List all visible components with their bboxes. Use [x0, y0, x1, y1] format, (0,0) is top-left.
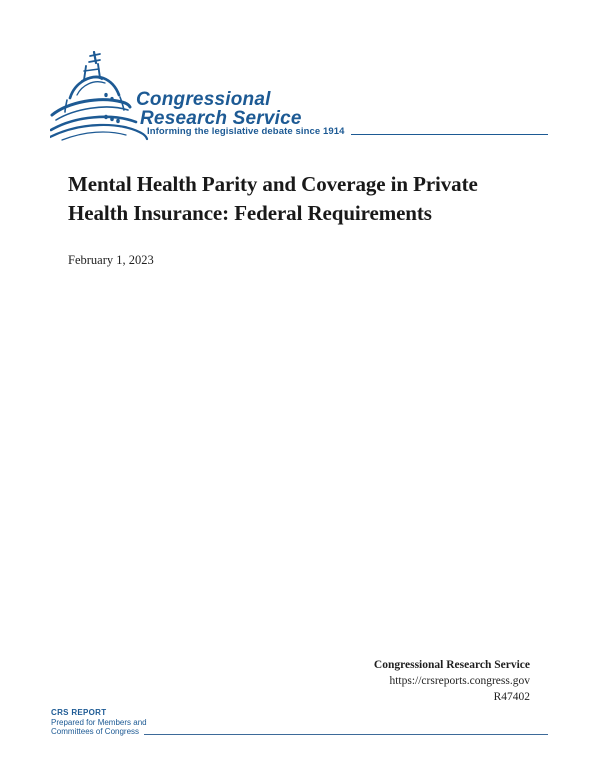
tagline-rule [351, 134, 548, 135]
footer-report-id: R47402 [493, 691, 530, 703]
report-title-line1: Mental Health Parity and Coverage in Private [68, 172, 478, 196]
logo-name-line2: Research Service [140, 108, 302, 129]
capitol-dome-icon [50, 51, 150, 143]
publication-date: February 1, 2023 [68, 253, 154, 267]
crs-report-label: CRS REPORT [51, 708, 107, 717]
logo-name-line1: Congressional [136, 89, 271, 110]
logo-tagline-row [147, 126, 548, 137]
prepared-for-line: Prepared for Members and [51, 717, 147, 727]
logo-wordmark [136, 90, 302, 128]
committees-line: Committees of Congress [51, 727, 140, 736]
report-title-line2: Health Insurance: Federal Requirements [68, 201, 432, 225]
report-title [68, 170, 558, 228]
footer-report-url[interactable]: https://crsreports.congress.gov [389, 675, 530, 687]
logo-tagline: Informing the legislative debate since 1914 [147, 126, 345, 137]
committees-row [51, 727, 548, 737]
footer-right-block [374, 657, 530, 705]
footer-left-block [51, 708, 548, 737]
footer-rule [144, 734, 548, 735]
footer-org-name: Congressional Research Service [373, 659, 530, 671]
